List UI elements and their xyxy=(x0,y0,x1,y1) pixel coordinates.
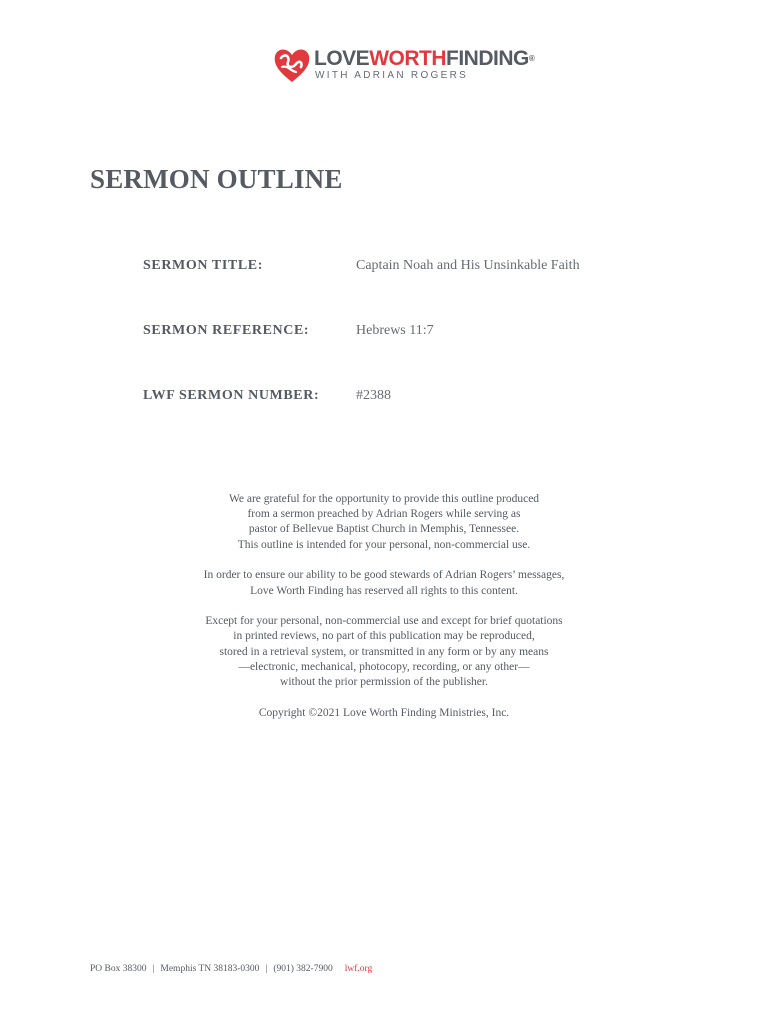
sermon-number-label: LWF SERMON NUMBER: xyxy=(143,388,320,403)
footer-city: Memphis TN 38183-0300 xyxy=(160,964,260,974)
brand-logo xyxy=(270,44,535,90)
footer-separator: | xyxy=(265,964,268,974)
sermon-reference-label: SERMON REFERENCE: xyxy=(143,323,310,338)
footer-website-link[interactable]: lwf.org xyxy=(344,964,373,974)
gratitude-paragraph: We are grateful for the opportunity to provide this outline produced from a sermon preached by Adrian Rogers while serving as pastor of Bellevue Baptist Church in Memphis, Tennessee. This outline is intended for your personal, non-commercial use. xyxy=(228,493,540,551)
sermon-title-label: SERMON TITLE: xyxy=(143,258,263,273)
sermon-reference-value: Hebrews 11:7 xyxy=(356,323,434,338)
footer-separator: | xyxy=(152,964,155,974)
page-title: SERMON OUTLINE xyxy=(90,164,343,194)
copyright-line: Copyright ©2021 Love Worth Finding Ministries, Inc. xyxy=(258,706,510,719)
footer-po-box: PO Box 38300 xyxy=(90,964,147,974)
brand-tagline: WITH ADRIAN ROGERS xyxy=(315,70,469,81)
heart-logo-icon xyxy=(270,44,314,88)
reproduction-paragraph: Except for your personal, non-commercial use and except for brief quotations in printed reviews, no part of this publication may be reproduced, stored in a retrieval system, or transmitted in any form or by any means —electronic, mechanical, photocopy, recording, or any other— without the prior permission of the publisher. xyxy=(205,615,563,689)
brand-wordmark xyxy=(314,48,534,82)
sermon-title-value: Captain Noah and His Unsinkable Faith xyxy=(356,258,580,273)
footer-phone: (901) 382-7900 xyxy=(273,964,333,974)
sermon-number-value: #2388 xyxy=(356,388,391,403)
stewardship-paragraph: In order to ensure our ability to be good stewards of Adrian Rogers’ messages, Love Worth Finding has reserved all rights to this content. xyxy=(203,569,565,597)
brand-name: LOVEWORTHFINDING® xyxy=(314,47,535,70)
footer-contact xyxy=(90,964,372,974)
rights-statement xyxy=(84,492,684,736)
